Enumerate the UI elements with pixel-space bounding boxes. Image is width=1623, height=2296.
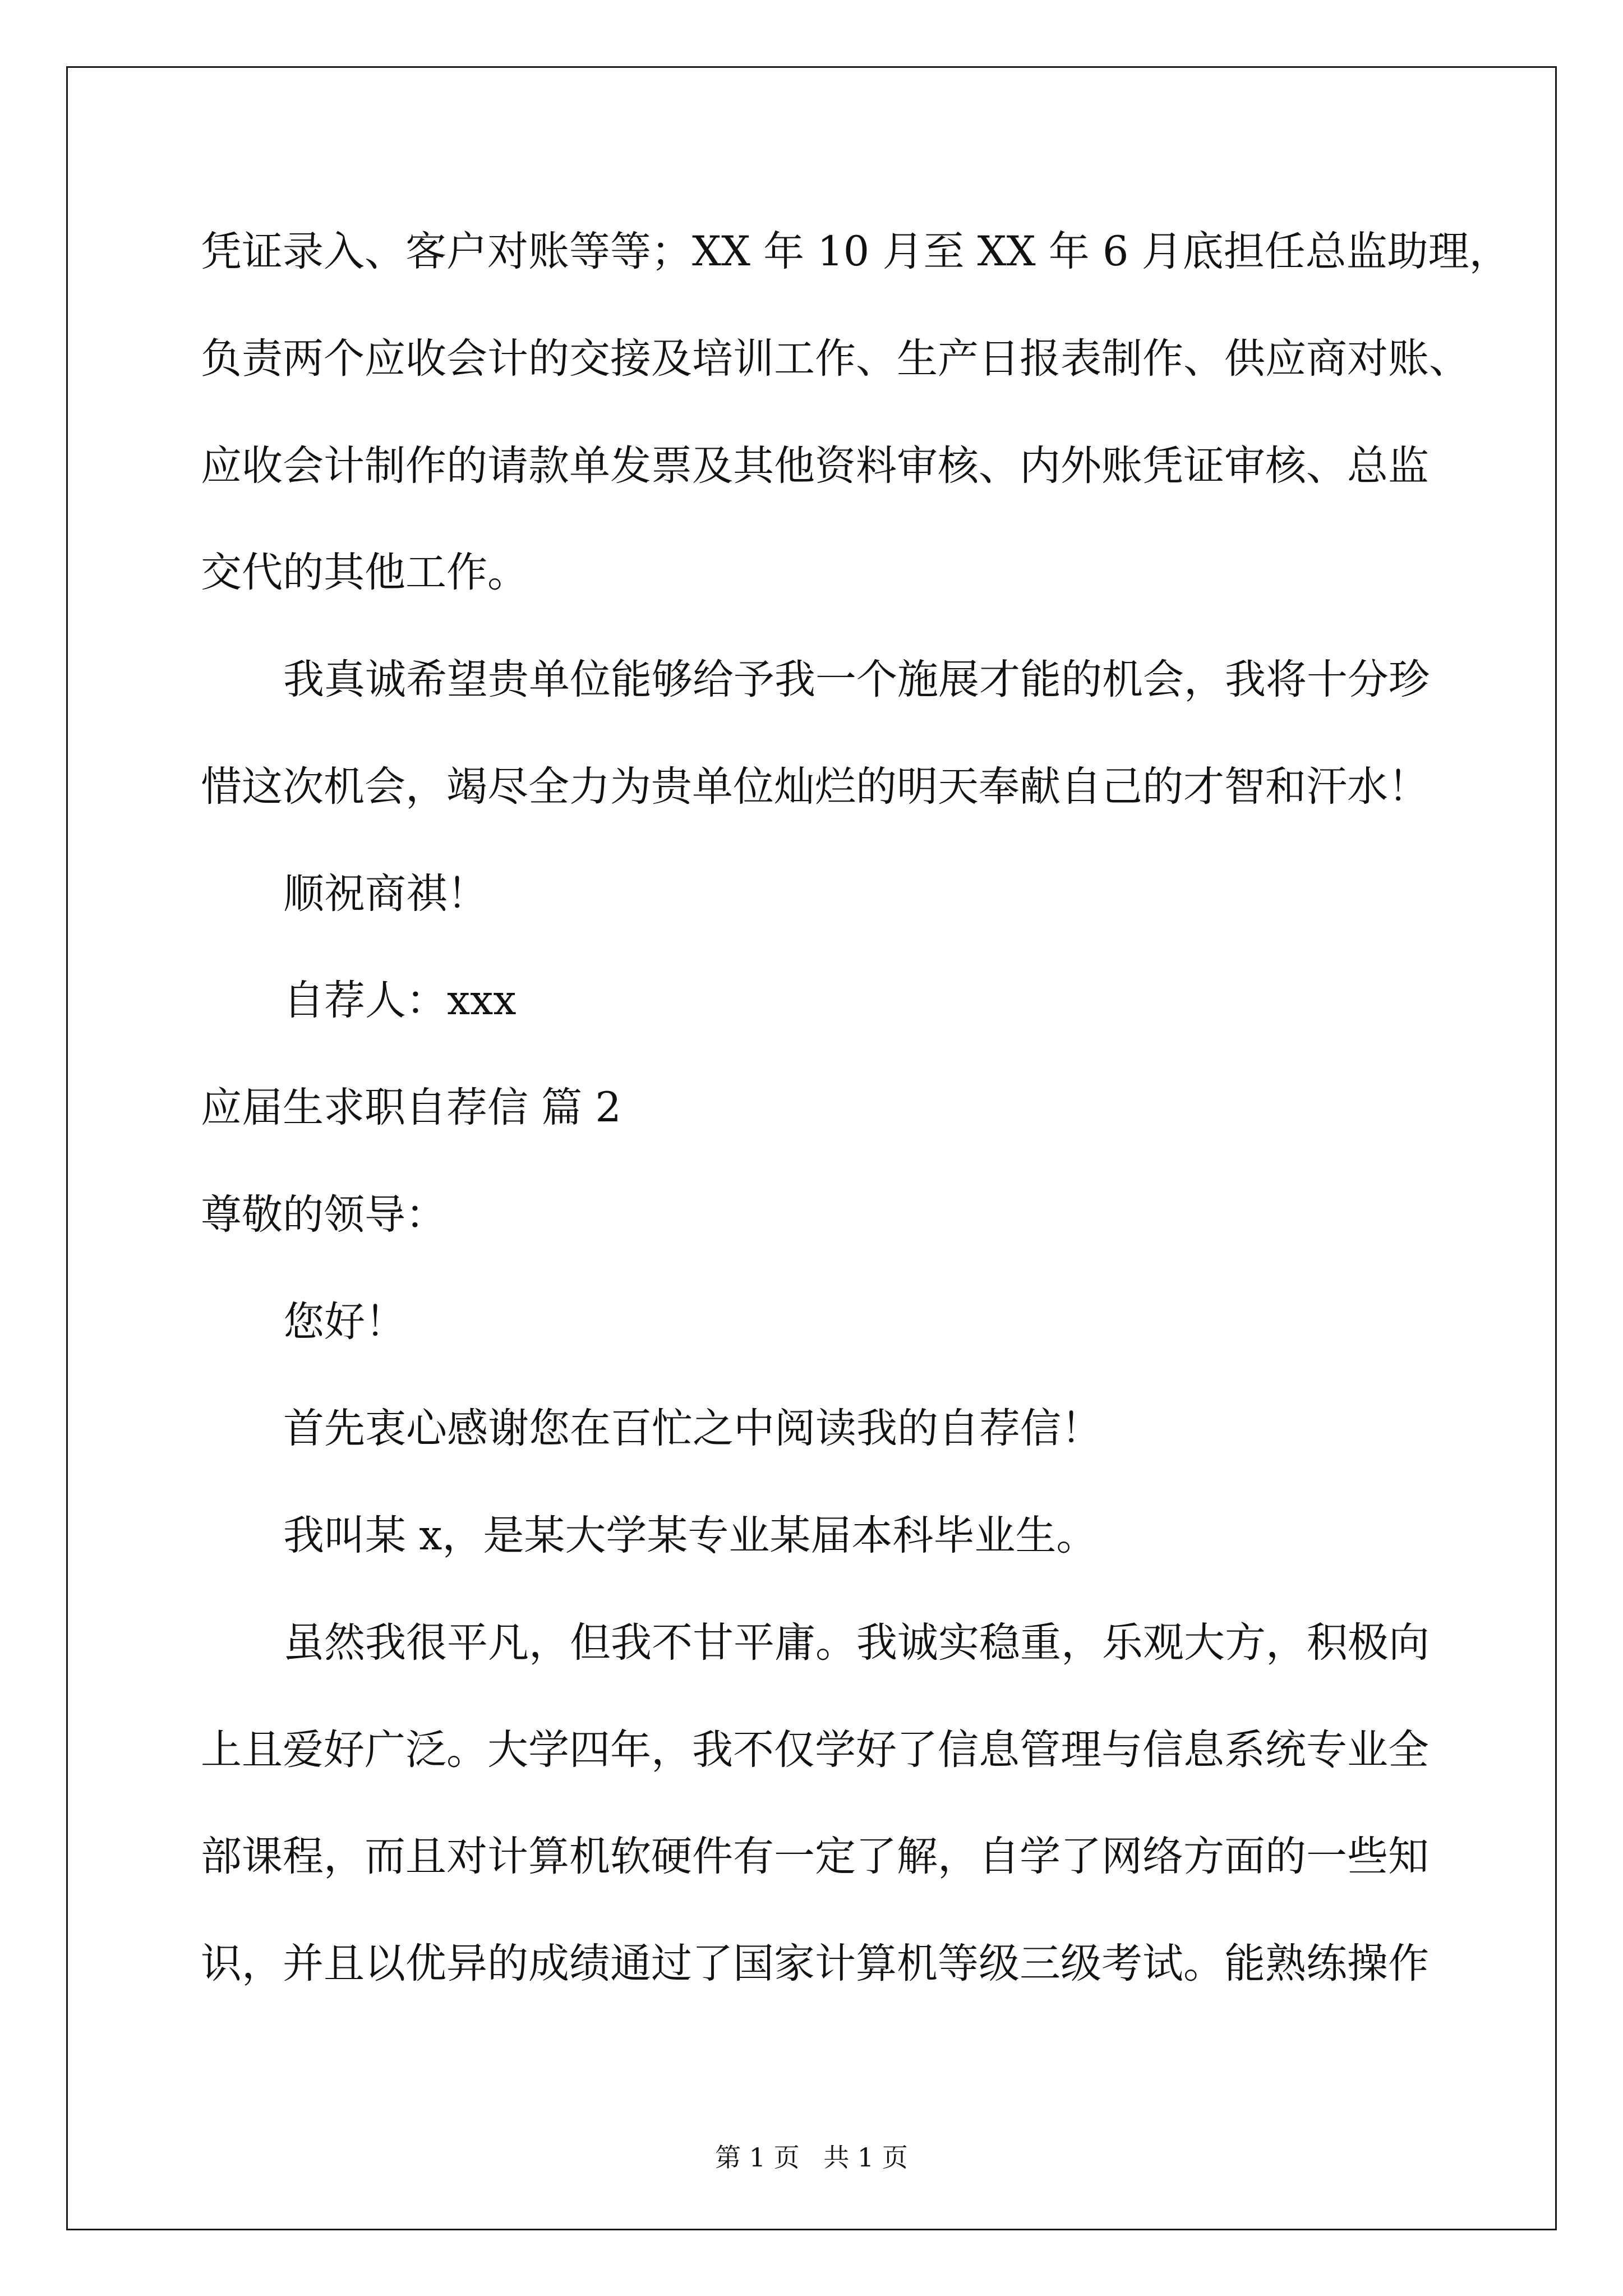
page-total: 共 1 页 xyxy=(823,2142,908,2173)
paragraph-start: 首先衷心感谢您在百忙之中阅读我的自荐信！ xyxy=(283,1405,1102,1452)
text-line: 上且爱好广泛。大学四年，我不仅学好了信息管理与信息系统专业全 xyxy=(201,1726,1429,1774)
text-line: 交代的其他工作。 xyxy=(201,549,528,596)
greeting: 尊敬的领导： xyxy=(201,1191,446,1239)
signature-line: 自荐人：xxx xyxy=(283,977,517,1024)
text-line: 识，并且以优异的成绩通过了国家计算机等级三级考试。能熟练操作 xyxy=(201,1940,1429,1987)
text-line: 惜这次机会，竭尽全力为贵单位灿烂的明天奉献自己的才智和汗水！ xyxy=(201,763,1429,811)
paragraph-start: 我真诚希望贵单位能够给予我一个施展才能的机会，我将十分珍 xyxy=(283,656,1430,703)
text-line: 应收会计制作的请款单发票及其他资料审核、内外账凭证审核、总监 xyxy=(201,442,1429,490)
section-heading: 应届生求职自荐信 篇 2 xyxy=(201,1084,621,1131)
text-line: 凭证录入、客户对账等等；XX 年 10 月至 XX 年 6 月底担任总监助理， xyxy=(201,228,1510,275)
page-border xyxy=(66,66,1557,2230)
page-number: 第 1 页 xyxy=(715,2142,800,2173)
page-footer xyxy=(0,2137,1623,2174)
paragraph-start: 我叫某 x，是某大学某专业某届本科毕业生。 xyxy=(283,1512,1098,1559)
paragraph-start: 您好！ xyxy=(283,1298,406,1346)
paragraph-start: 虽然我很平凡，但我不甘平庸。我诚实稳重，乐观大方，积极向 xyxy=(283,1619,1430,1667)
closing-salutation: 顺祝商祺！ xyxy=(283,870,488,918)
text-line: 部课程，而且对计算机软硬件有一定了解，自学了网络方面的一些知 xyxy=(201,1833,1429,1880)
text-line: 负责两个应收会计的交接及培训工作、生产日报表制作、供应商对账、 xyxy=(201,335,1470,383)
